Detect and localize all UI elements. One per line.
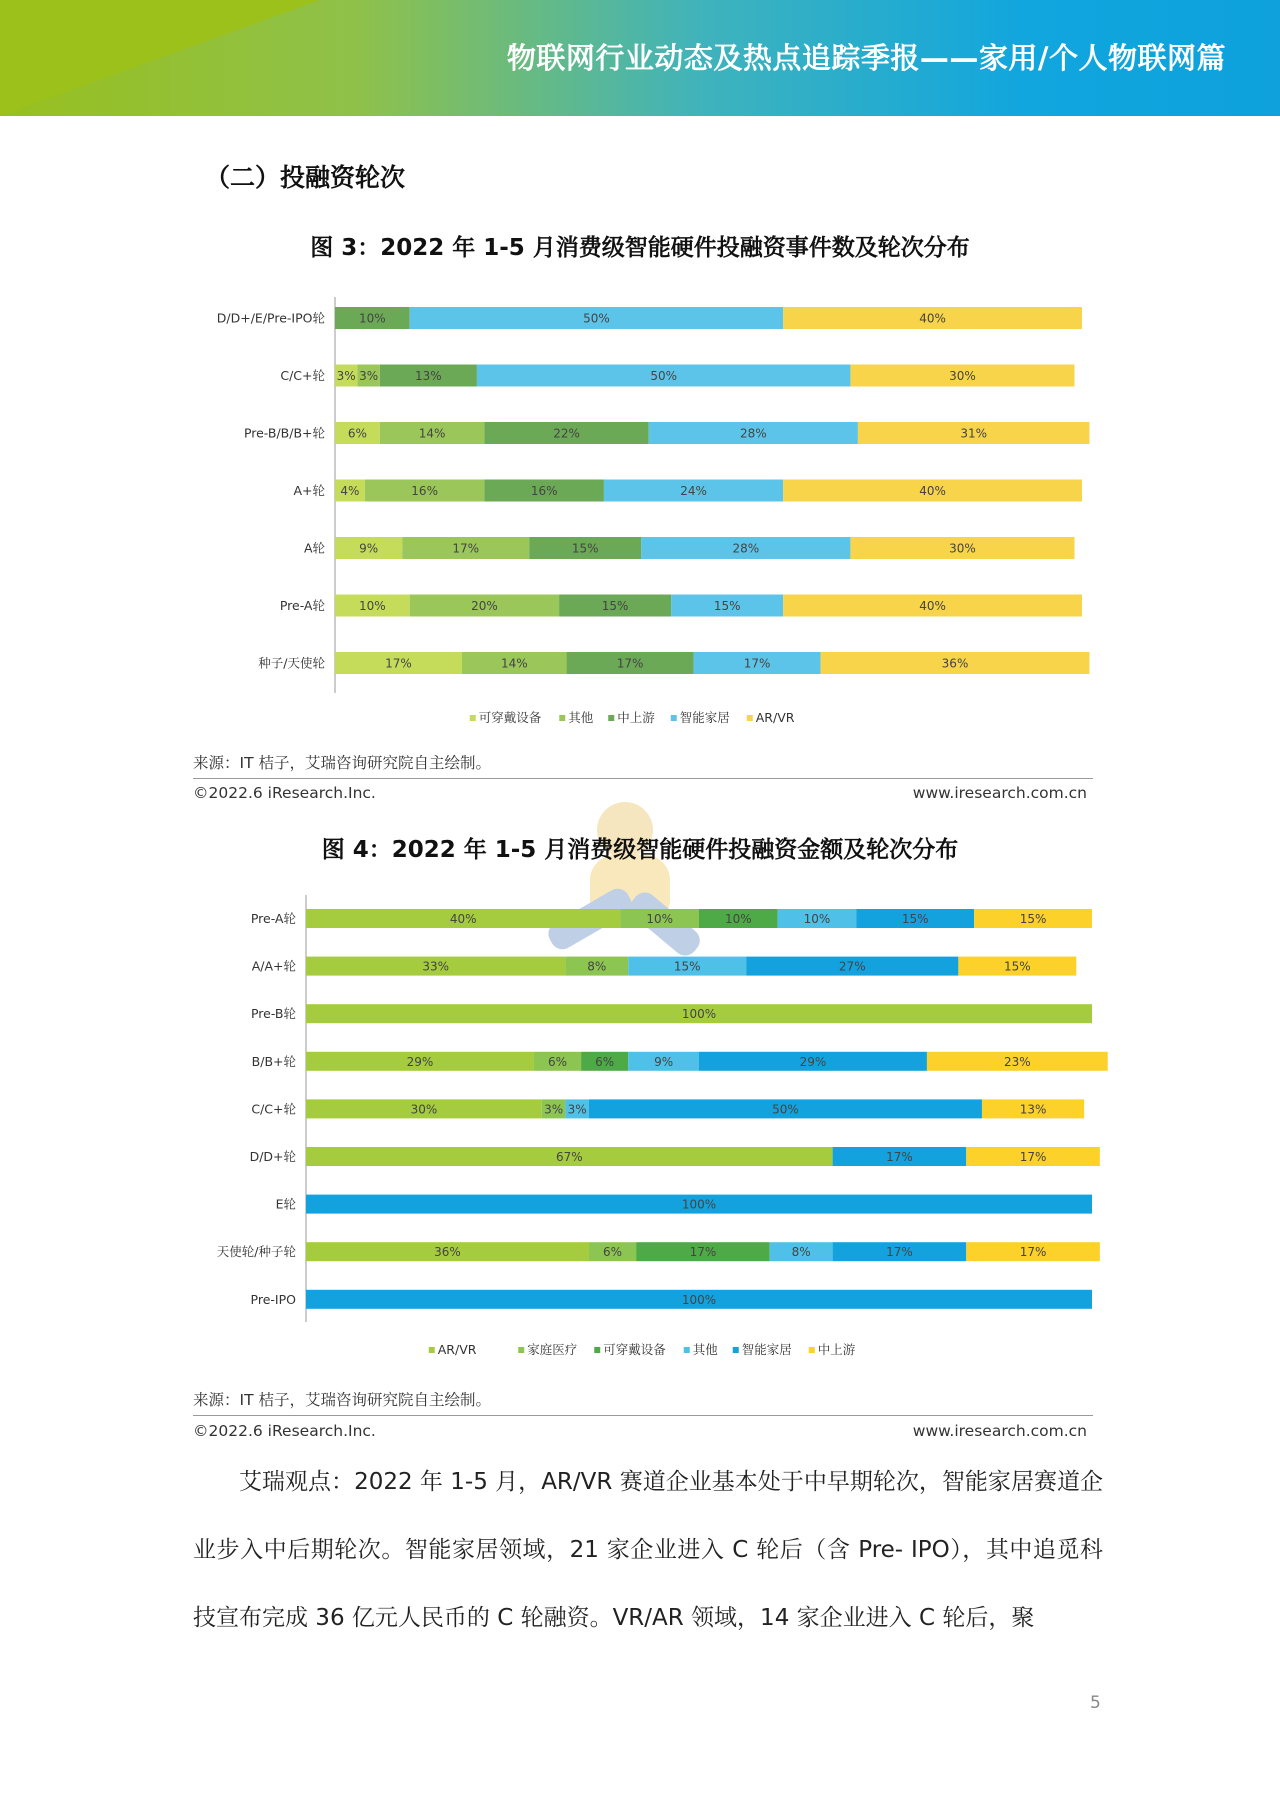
data-label: 28% — [732, 541, 760, 556]
legend-label: AR/VR — [755, 710, 795, 725]
legend-swatch — [608, 715, 614, 721]
legend-swatch — [747, 715, 753, 721]
data-label: 16% — [411, 484, 438, 498]
legend-label: 中上游 — [617, 710, 655, 725]
data-label: 15% — [901, 912, 929, 926]
data-label: 22% — [553, 426, 580, 441]
data-label: 15% — [673, 959, 701, 974]
data-label: 40% — [919, 599, 946, 613]
data-label: 17% — [886, 1245, 913, 1260]
data-label: 3% — [567, 1102, 587, 1117]
data-label: 29% — [406, 1054, 434, 1069]
legend-swatch — [594, 1347, 600, 1353]
figure3-title: 图 3：2022 年 1-5 月消费级智能硬件投融资事件数及轮次分布 — [310, 235, 970, 261]
category-label: E轮 — [275, 1196, 296, 1212]
data-label: 8% — [587, 959, 607, 974]
data-label: 50% — [650, 369, 678, 383]
legend-item — [809, 1342, 856, 1357]
data-label: 15% — [1003, 959, 1031, 974]
data-label: 15% — [571, 541, 599, 556]
data-label: 17% — [743, 656, 771, 671]
data-label: 23% — [1003, 1054, 1031, 1069]
figure3-divider — [193, 778, 1093, 779]
figure3-copyright: ©2022.6 iResearch.Inc. — [193, 784, 376, 802]
category-label: 种子/天使轮 — [258, 655, 325, 671]
category-label: 天使轮/种子轮 — [216, 1244, 296, 1260]
legend-item — [747, 710, 795, 725]
data-label: 100% — [681, 1007, 717, 1022]
category-label: A轮 — [303, 540, 325, 556]
data-label: 17% — [689, 1245, 717, 1260]
legend-label: 家庭医疗 — [527, 1342, 578, 1357]
category-label: B/B+轮 — [251, 1053, 296, 1069]
data-label: 9% — [654, 1054, 674, 1069]
figure4-website: www.iresearch.com.cn — [912, 1422, 1087, 1440]
data-label: 10% — [359, 599, 386, 613]
legend-swatch — [733, 1347, 739, 1353]
data-label: 40% — [919, 484, 946, 498]
data-label: 10% — [646, 912, 674, 926]
legend-item — [671, 710, 730, 725]
data-label: 17% — [1019, 1150, 1047, 1164]
legend-swatch — [559, 715, 565, 721]
data-label: 36% — [941, 656, 969, 671]
data-label: 10% — [803, 912, 831, 926]
legend-swatch — [684, 1347, 690, 1353]
data-label: 67% — [555, 1150, 583, 1164]
category-label: A+轮 — [293, 483, 325, 498]
data-label: 17% — [1019, 1245, 1047, 1260]
data-label: 3% — [359, 369, 379, 383]
header-decoration — [0, 0, 320, 116]
figure4-chart — [0, 890, 1280, 1370]
data-label: 6% — [547, 1054, 568, 1069]
data-label: 13% — [415, 369, 442, 383]
category-label: D/D+轮 — [249, 1149, 296, 1164]
legend-item — [684, 1342, 719, 1357]
figure4-title: 图 4：2022 年 1-5 月消费级智能硬件投融资金额及轮次分布 — [321, 837, 959, 863]
figure4-divider — [193, 1415, 1093, 1416]
legend-label: 可穿戴设备 — [603, 1342, 666, 1357]
data-label: 14% — [500, 656, 528, 671]
data-label: 29% — [799, 1054, 827, 1069]
legend-label: AR/VR — [437, 1342, 477, 1357]
data-label: 3% — [544, 1102, 564, 1117]
figure3-website: www.iresearch.com.cn — [912, 784, 1087, 802]
legend-swatch — [429, 1347, 435, 1353]
legend-item — [608, 710, 655, 725]
data-label: 14% — [418, 426, 446, 441]
data-label: 15% — [601, 599, 629, 613]
data-label: 36% — [434, 1245, 461, 1260]
data-label: 3% — [336, 369, 356, 383]
data-label: 17% — [385, 656, 412, 671]
data-label: 17% — [886, 1150, 913, 1164]
legend-item — [559, 710, 594, 725]
report-title: 物联网行业动态及热点追踪季报——家用/个人物联网篇 — [506, 41, 1226, 75]
data-label: 4% — [340, 484, 360, 498]
legend-item — [733, 1342, 792, 1357]
data-label: 13% — [1019, 1102, 1047, 1117]
legend-label: 其他 — [692, 1342, 718, 1357]
figure3-source: 来源：IT 桔子，艾瑞咨询研究院自主绘制。 — [193, 754, 491, 772]
data-label: 20% — [471, 599, 498, 613]
data-label: 24% — [680, 484, 707, 498]
data-label: 30% — [949, 541, 976, 556]
category-label: Pre-A轮 — [250, 911, 296, 926]
section-title: （二）投融资轮次 — [205, 163, 406, 192]
data-label: 15% — [1019, 912, 1047, 926]
legend-label: 其他 — [568, 710, 594, 725]
data-label: 8% — [791, 1245, 811, 1260]
category-label: Pre-IPO — [250, 1291, 296, 1307]
data-label: 6% — [347, 426, 367, 441]
data-label: 28% — [739, 426, 767, 441]
category-label: C/C+轮 — [251, 1101, 296, 1117]
data-label: 10% — [724, 912, 752, 926]
category-label: C/C+轮 — [280, 368, 325, 383]
legend-swatch — [518, 1347, 524, 1353]
data-label: 30% — [949, 369, 976, 383]
figure4-copyright: ©2022.6 iResearch.Inc. — [193, 1422, 376, 1440]
legend-swatch — [671, 715, 677, 721]
legend-swatch — [470, 715, 476, 721]
data-label: 40% — [919, 311, 946, 326]
data-label: 50% — [583, 311, 610, 326]
data-label: 30% — [410, 1102, 438, 1117]
data-label: 17% — [452, 541, 480, 556]
data-label: 33% — [422, 959, 450, 974]
legend-item — [470, 710, 542, 725]
legend-item — [518, 1342, 578, 1357]
data-label: 15% — [713, 599, 741, 613]
page-number: 5 — [1090, 1693, 1101, 1713]
figure4-source: 来源：IT 桔子，艾瑞咨询研究院自主绘制。 — [193, 1391, 491, 1409]
data-label: 27% — [838, 959, 866, 974]
category-label: Pre-B轮 — [250, 1006, 296, 1022]
data-label: 17% — [616, 656, 644, 671]
analysis-paragraph: 艾瑞观点：2022 年 1-5 月，AR/VR 赛道企业基本处于中早期轮次，智能家居赛道企业步入中后期轮次。智能家居领域，21 家企业进入 C 轮后（含 Pre- IPO），其中追觅科技宣布完成 36 亿元人民币的 C 轮融资。VR/AR 领域，14 家企业进入 C 轮后，聚 — [193, 1469, 1103, 1631]
figure3-chart — [0, 285, 1280, 735]
legend-label: 中上游 — [817, 1342, 856, 1357]
data-label: 50% — [772, 1102, 799, 1117]
legend-item — [594, 1342, 666, 1357]
data-label: 40% — [449, 912, 477, 926]
data-label: 100% — [681, 1292, 717, 1307]
legend-label: 智能家居 — [741, 1342, 792, 1357]
category-label: A/A+轮 — [251, 958, 296, 974]
data-label: 31% — [960, 426, 988, 441]
data-label: 10% — [359, 311, 386, 326]
data-label: 6% — [603, 1245, 623, 1260]
data-label: 9% — [359, 541, 379, 556]
category-label: Pre-B/B/B+轮 — [243, 425, 325, 441]
data-label: 16% — [530, 484, 558, 498]
category-label: D/D+/E/Pre-IPO轮 — [216, 310, 325, 326]
legend-item — [429, 1342, 477, 1357]
legend-label: 智能家居 — [679, 710, 730, 725]
data-label: 100% — [681, 1197, 717, 1212]
report-header — [0, 0, 1280, 116]
legend-label: 可穿戴设备 — [478, 710, 542, 725]
data-label: 6% — [595, 1054, 615, 1069]
category-label: Pre-A轮 — [279, 598, 325, 613]
legend-swatch — [809, 1347, 815, 1353]
